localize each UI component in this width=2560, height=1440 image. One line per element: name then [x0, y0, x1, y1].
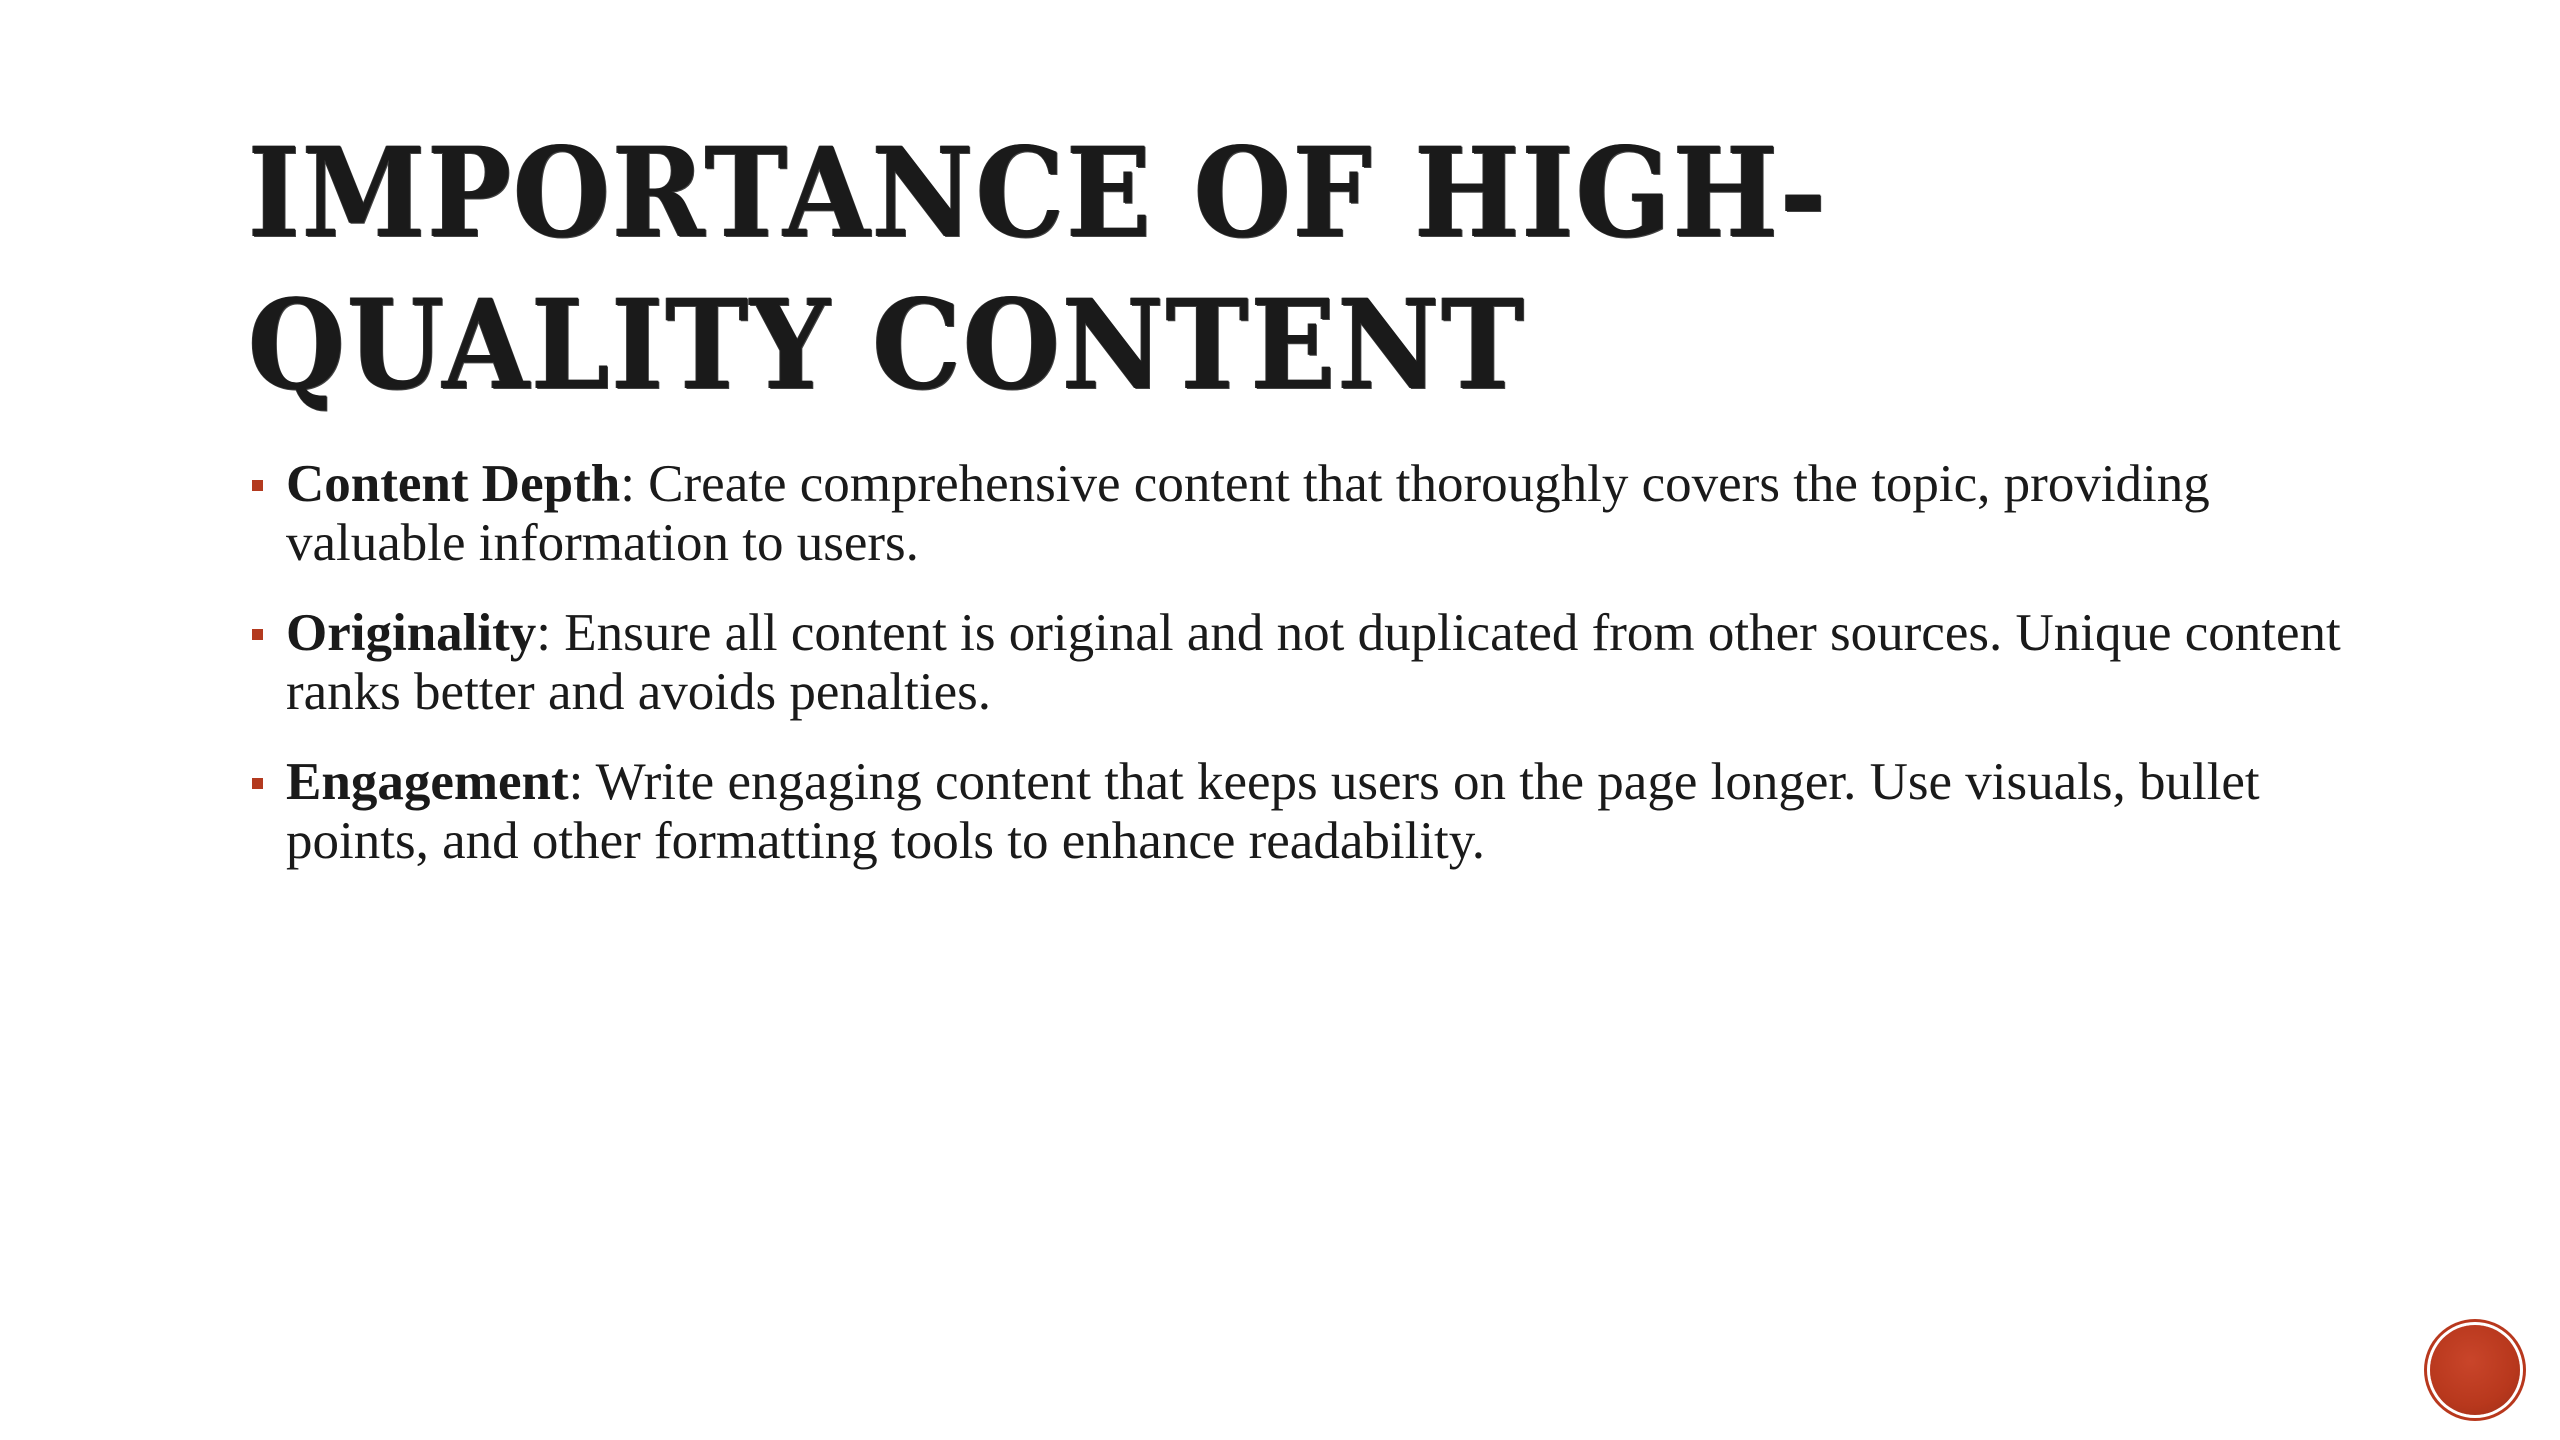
bullet-list — [248, 455, 2368, 902]
bullet-term: Originality — [286, 604, 537, 662]
bullet-text: : Create comprehensive content that thoroughly covers the topic, providing valuable information to users. — [286, 455, 2210, 572]
bullet-text: : Write engaging content that keeps users on the page longer. Use visuals, bullet points, and other formatting tools to enhance readability. — [286, 753, 2260, 870]
bullet-text: : Ensure all content is original and not duplicated from other sources. Unique content ranks better and avoids penalties. — [286, 604, 2341, 721]
square-bullet-icon — [252, 778, 263, 789]
slide-number — [2430, 1325, 2520, 1415]
bullet-term: Content Depth — [286, 455, 621, 513]
bullet-term: Engagement — [286, 753, 569, 811]
square-bullet-icon — [252, 629, 263, 640]
slide-number-badge — [2430, 1325, 2520, 1415]
bullet-item-originality — [248, 604, 2368, 722]
slide-title: IMPORTANCE OF HIGH-QUALITY CONTENT — [248, 121, 1829, 418]
square-bullet-icon — [252, 480, 263, 491]
bullet-item-content-depth — [248, 455, 2368, 573]
bullet-item-engagement — [248, 753, 2368, 871]
